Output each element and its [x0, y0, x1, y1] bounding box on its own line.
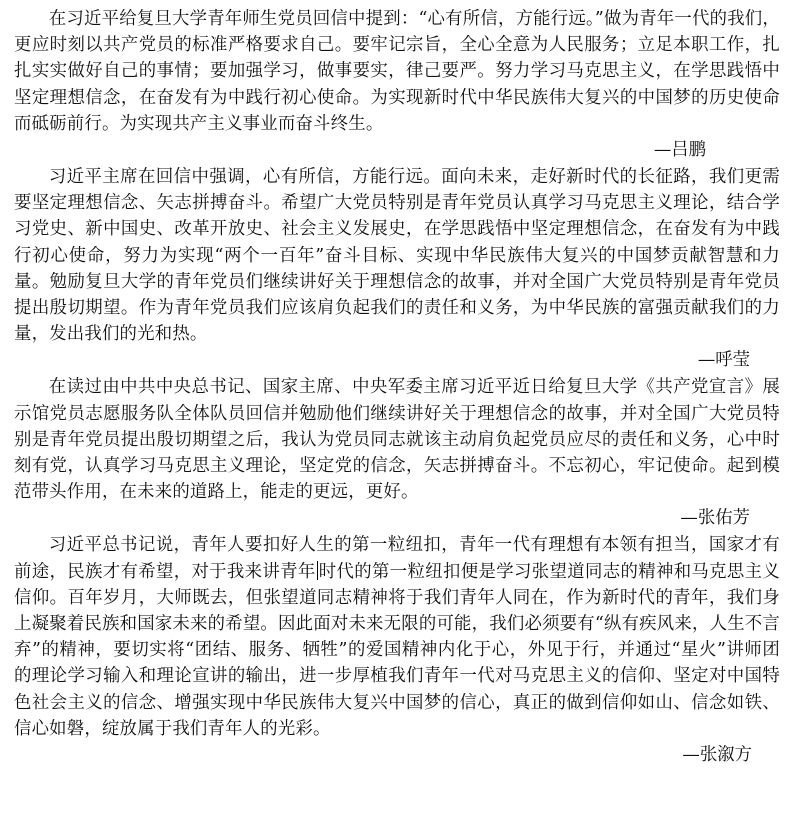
- document-body: [14, 6, 780, 769]
- signature-2: —呼莹: [697, 350, 750, 371]
- reflection-paragraph-1: 在习近平给复旦大学青年师生党员回信中提到：“心有所信，方能行远。”做为青年一代的我们，更应时刻以共产党员的标准严格要求自己。要牢记宗旨，全心全意为人民服务；立足本职工作，扎扎实实做好自己的事情；要加强学习，做事要实，律己要严。努力学习马克思主义，在学思践悟中坚定理想信念，在奋发有为中践行初心使命。为实现新时代中华民族伟大复兴的中国梦的历史使命而砥砺前行。为实现共产主义事业而奋斗终生。: [14, 9, 780, 134]
- paragraph-4-text-after-caret: 时代的第一粒纽扣便是学习张望道同志的精神和马克思主义信仰。百年岁月，大师既去，但张望道同志精神将于我们青年人同在，作为新时代的青年，我们身上凝聚着民族和国家未来的希望。因此面对未来无限的可能，我们必须要有“纵有疾风来，人生不言弃”的精神，要切实将“团结、服务、牺牲”的爱国精神内化于心，外见于行，并通过“星火”讲师团的理论学习输入和理论宣讲的输出，进一步厚植我们青年一代对马克思主义的信仰、坚定对中国特色社会主义的信念、增强实现中华民族伟大复兴中国梦的信心，真正的做到信仰如山、信念如铁、信心如磐，绽放属于我们青年人的光彩。: [14, 561, 781, 739]
- signature-4: —张溆方: [682, 745, 752, 766]
- reflection-paragraph-4[interactable]: [14, 532, 780, 742]
- signature-3: —张佑芳: [680, 508, 750, 529]
- paragraph-4-text-before-caret: 习近平总书记说，青年人要扣好人生的第一粒纽扣，青年一代有理想有本领有担当，国家才有前途，民族才有希望，对于我来讲青年: [14, 535, 780, 582]
- text-cursor: [317, 561, 318, 580]
- signature-1: —吕鹏: [653, 140, 706, 161]
- reflection-paragraph-3: 在读过由中共中央总书记、国家主席、中央军委主席习近平近日给复旦大学《共产党宣言》展示馆党员志愿服务队全体队员回信并勉励他们继续讲好关于理想信念的故事，并对全国广大党员特别是青年党员提出殷切期望之后，我认为党员同志就该主动肩负起党员应尽的责任和义务，心中时刻有党，认真学习马克思主义理论，坚定党的信念，矢志拼搏奋斗。不忘初心，牢记使命。起到模范带头作用，在未来的道路上，能走的更远，更好。: [14, 377, 780, 503]
- reflection-paragraph-2: 习近平主席在回信中强调，心有所信，方能行远。面向未来，走好新时代的长征路，我们更需要坚定理想信念、矢志拼搏奋斗。希望广大党员特别是青年党员认真学习马克思主义理论，结合学习党史、新中国史、改革开放史、社会主义发展史，在学思践悟中坚定理想信念，在奋发有为中践行初心使命，努力为实现“两个一百年”奋斗目标、实现中华民族伟大复兴的中国梦贡献智慧和力量。勉励复旦大学的青年党员们继续讲好关于理想信念的故事，并对全国广大党员特别是青年党员提出殷切期望。作为青年党员我们应该肩负起我们的责任和义务，为中华民族的富强贡献我们的力量，发出我们的光和热。: [14, 167, 780, 345]
